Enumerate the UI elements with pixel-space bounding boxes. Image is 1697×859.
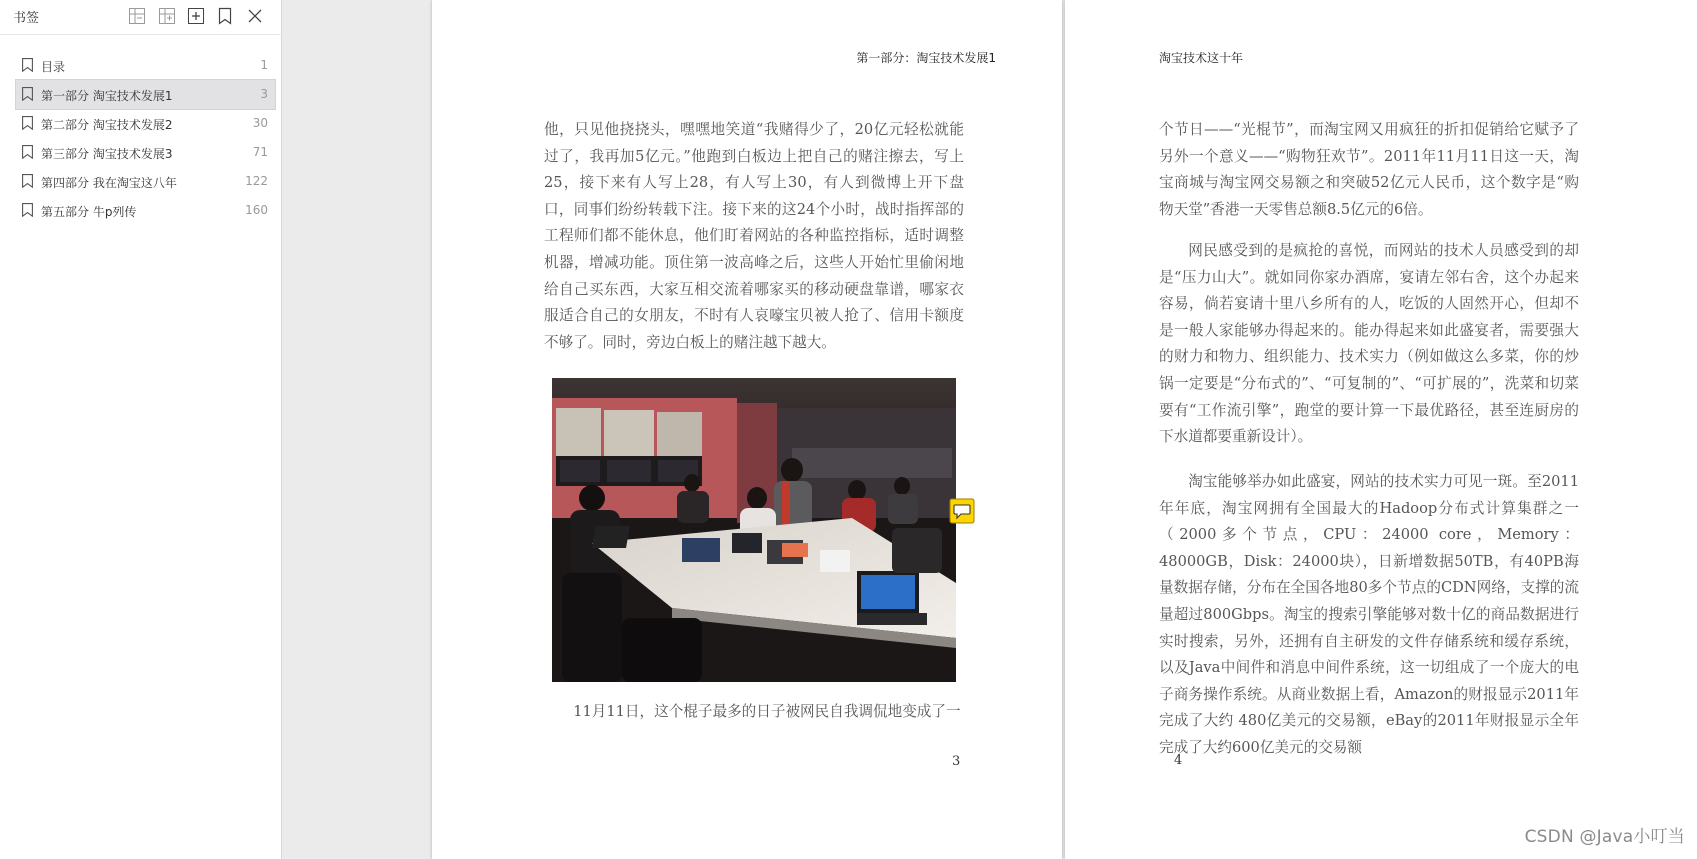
bookmark-panel (0, 0, 282, 859)
running-head: 第一部分：淘宝技术发展1 (856, 51, 996, 65)
bookmark-item-label: 第二部分 淘宝技术发展2 (41, 118, 173, 132)
expand-all-icon[interactable] (126, 5, 148, 27)
bookmark-panel-title: 书签 (13, 11, 40, 26)
bookmark-item[interactable] (16, 80, 275, 109)
bookmark-panel-header (0, 0, 282, 35)
body-paragraph: 网民感受到的是疯抢的喜悦，而网站的技术人员感受到的却是“压力山大”。就如同你家办酒席，宴请左邻右舍，这个办起来容易，倘若宴请十里八乡所有的人，吃饭的人固然开心，但却不是一般人家能够办得起来的。能办得起来如此盛宴者，需要强大的财力和物力、组织能力、技术实力（例如做这么多菜，你的炒锅一定要是“分布式的”、“可复制的”、“可扩展的”，洗菜和切菜要有“工作流引擎”，跑堂的要计算一下最优路径，甚至连厨房的下水道都要重新设计）。 (1159, 242, 1579, 446)
bookmark-item-icon (22, 203, 33, 217)
bookmark-item-icon (22, 174, 33, 188)
event-photo (552, 378, 956, 682)
bookmark-item-label: 目录 (41, 60, 66, 74)
bookmark-item[interactable] (16, 167, 275, 196)
bookmark-item-label: 第三部分 淘宝技术发展3 (41, 147, 173, 161)
document-page-left (432, 0, 1062, 859)
collapse-all-icon[interactable] (156, 5, 178, 27)
bookmark-icon[interactable] (214, 5, 236, 27)
bookmark-item-icon (22, 58, 33, 72)
bookmark-item-icon (22, 87, 33, 101)
bookmark-item-icon (22, 116, 33, 130)
body-paragraph: 他，只见他挠挠头，嘿嘿地笑道“我赌得少了，20亿元轻松就能过了，我再加5亿元。”他跑到白板边上把自己的赌注擦去，写上25，接下来有人写上28，有人写上30，有人到微博上开下盘口，同事们纷纷转载下注。接下来的这24个小时，战时指挥部的工程师们都不能休息，他们盯着网站的各种监控指标，适时调整机器，增减功能。顶住第一波高峰之后，这些人开始忙里偷闲地给自己买东西，大家互相交流着哪家买的移动硬盘靠谱，哪家衣服适合自己的女朋友，不时有人哀嚎宝贝被人抢了、信用卡额度不够了。同时，旁边白板上的赌注越下越大。 (544, 121, 964, 351)
bookmark-item-page: 30 (252, 116, 268, 130)
bookmark-item[interactable] (16, 196, 275, 225)
bookmark-item[interactable] (16, 109, 275, 138)
document-page-right (1065, 0, 1697, 859)
close-icon[interactable] (244, 5, 266, 27)
bookmark-item-label: 第四部分 我在淘宝这八年 (41, 176, 177, 190)
body-paragraph: 个节日——“光棍节”，而淘宝网又用疯狂的折扣促销给它赋予了另外一个意义——“购物狂欢节”。2011年11月11日这一天，淘宝商城与淘宝网交易额之和突破52亿元人民币，这个数字是“购物天堂”香港一天零售总额8.5亿元的6倍。 (1159, 121, 1579, 218)
bookmark-item-page: 3 (260, 87, 268, 101)
body-paragraph: 11月11日，这个棍子最多的日子被网民自我调侃地变成了一 (573, 703, 961, 720)
bookmark-item-page: 71 (252, 145, 268, 159)
bookmark-item-page: 160 (245, 203, 268, 217)
bookmark-item-icon (22, 145, 33, 159)
bookmark-item-page: 1 (260, 58, 268, 72)
bookmark-item-label: 第五部分 牛p列传 (41, 205, 137, 219)
bookmark-item-label: 第一部分 淘宝技术发展1 (41, 89, 173, 103)
body-paragraph: 淘宝能够举办如此盛宴，网站的技术实力可见一斑。至2011年年底，淘宝网拥有全国最大的Hadoop分布式计算集群之一（2000多个节点，CPU：24000 core，Memory：48000GB，Disk：24000块），日新增数据50TB，有40PB海量数据存储，分布在全国各地80多个节点的CDN网络，支撑的流量超过800Gbps。淘宝的搜索引擎能够对数十亿的商品数据进行实时搜索，另外，还拥有自主研发的文件存储系统和缓存系统，以及Java中间件和消息中间件系统，这一切组成了一个庞大的电子商务操作系统。从商业数据上看，Amazon的财报显示2011年完成了大约 480亿美元的交易额，eBay的2011年财报显示全年完成了大约600亿美元的交易额 (1159, 473, 1579, 756)
comment-annotation-icon[interactable] (949, 498, 975, 524)
bookmark-list (16, 51, 275, 225)
running-head: 淘宝技术这十年 (1159, 51, 1244, 65)
bookmark-item[interactable] (16, 51, 275, 80)
page-number: 4 (1174, 753, 1183, 768)
bookmark-item-page: 122 (245, 174, 268, 188)
bookmark-item[interactable] (16, 138, 275, 167)
page-number: 3 (952, 754, 961, 769)
watermark: CSDN @Java小叮当 (1524, 827, 1685, 847)
event-photo-image (552, 378, 956, 682)
add-bookmark-icon[interactable] (185, 5, 207, 27)
